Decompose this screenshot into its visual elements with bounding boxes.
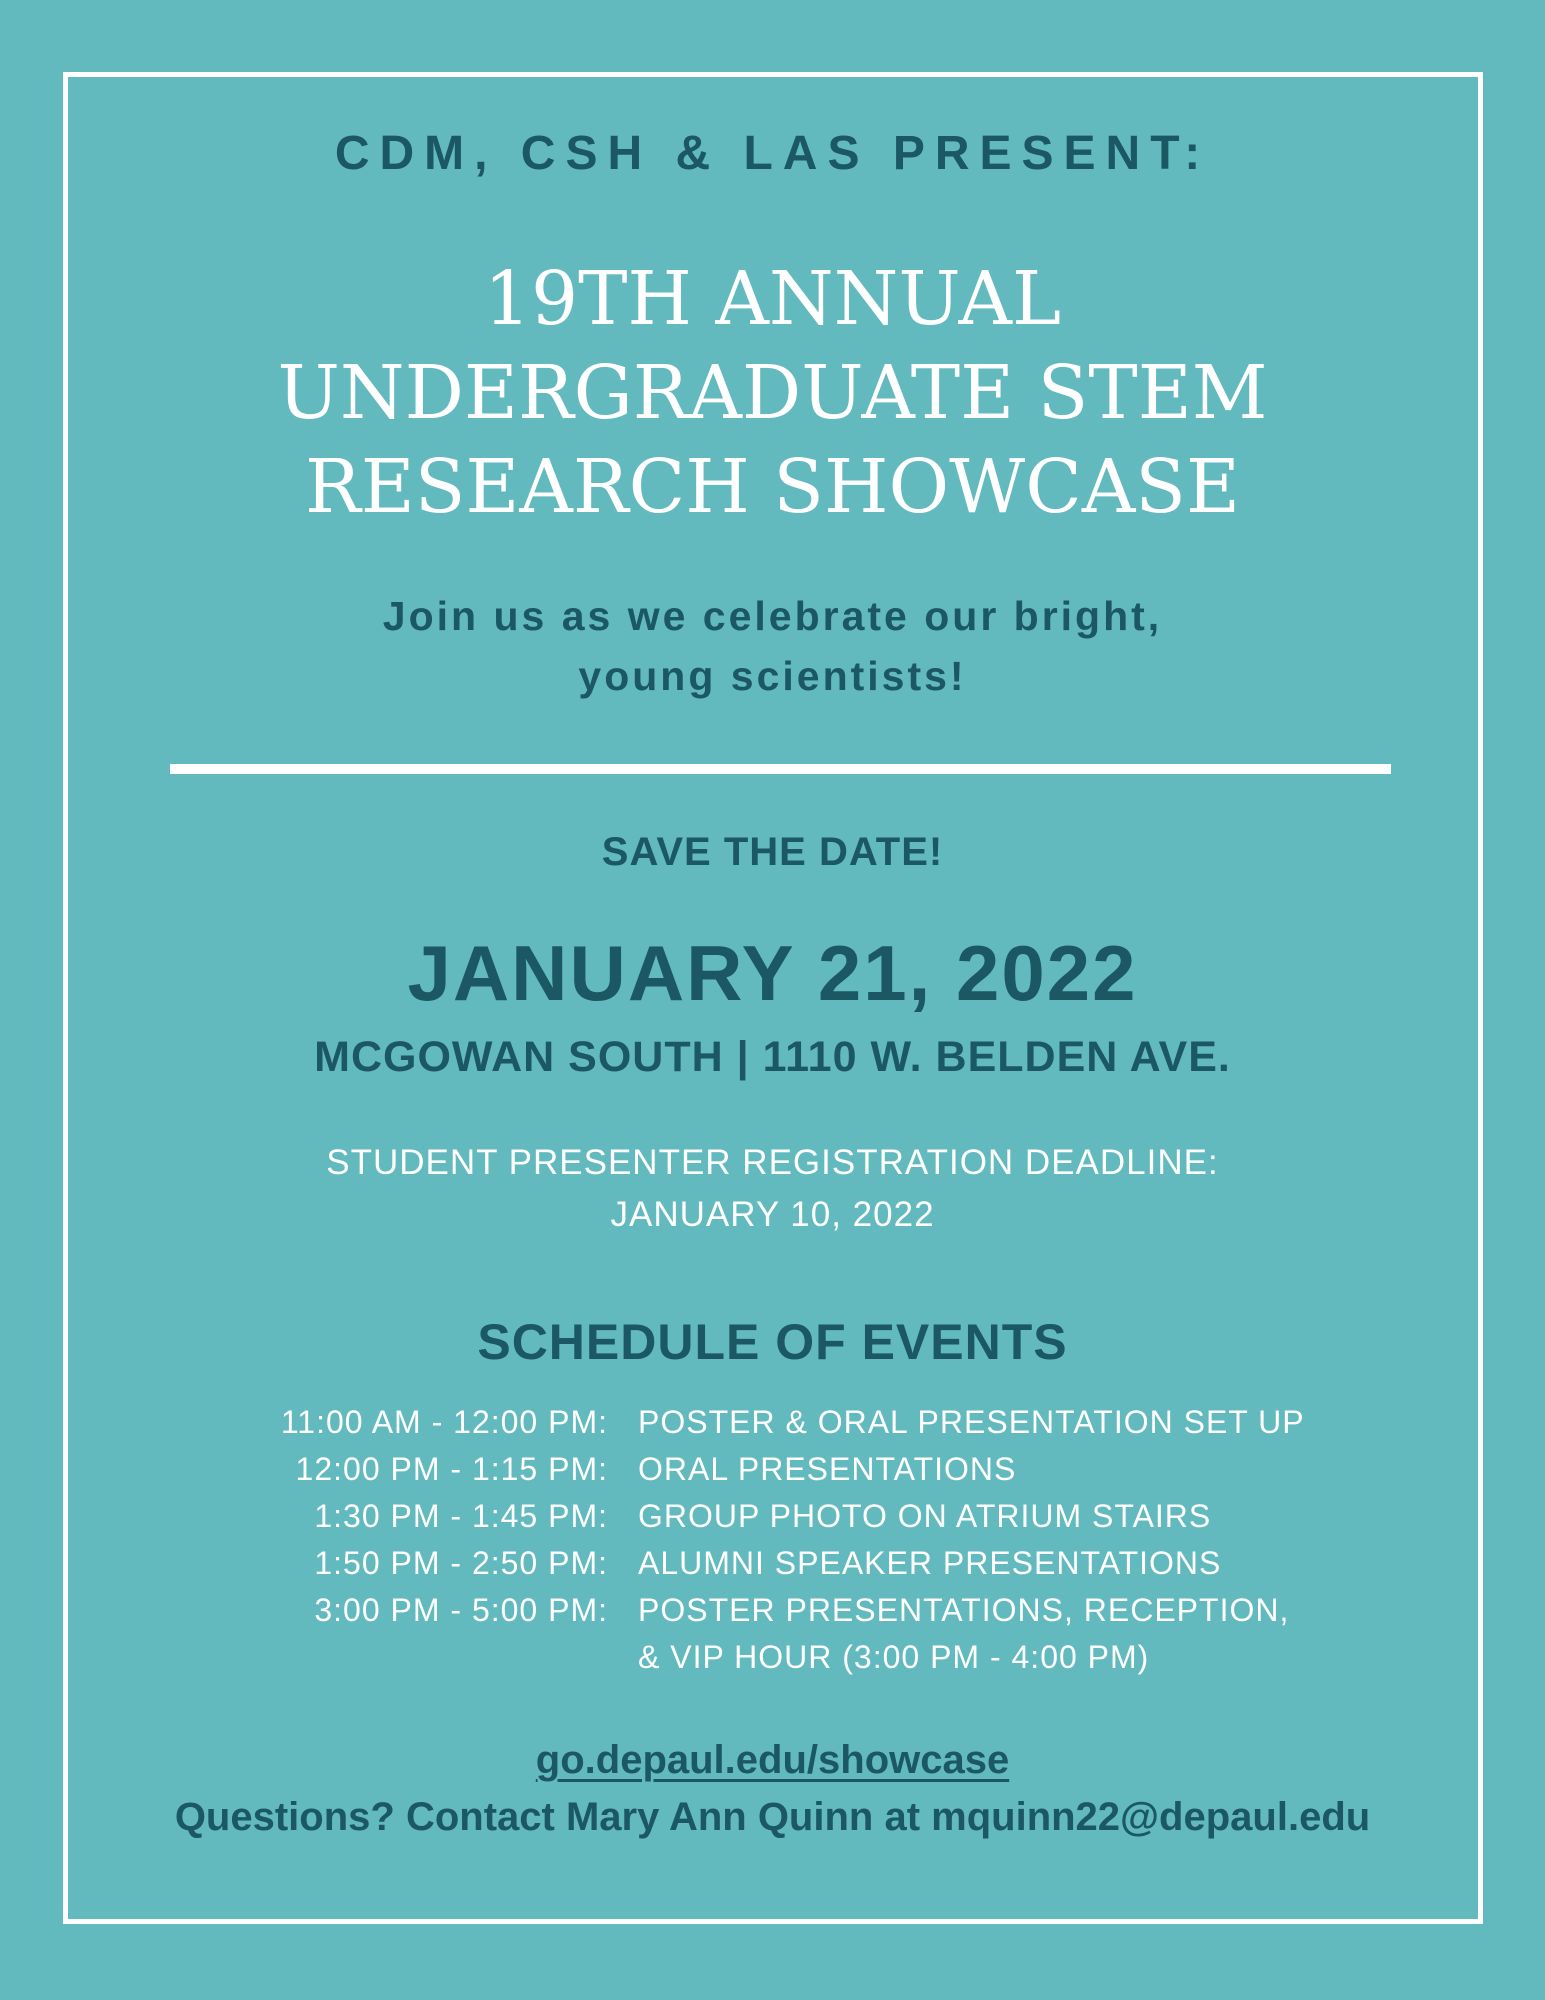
schedule-event: ALUMNI SPEAKER PRESENTATIONS [638, 1545, 1222, 1581]
schedule-event: POSTER PRESENTATIONS, RECEPTION, [638, 1592, 1290, 1628]
title-line-2: UNDERGRADUATE STEM [277, 350, 1268, 436]
title-line-3: RESEARCH SHOWCASE [304, 444, 1240, 530]
schedule-row [0, 1634, 1545, 1681]
event-date: JANUARY 21, 2022 [407, 929, 1138, 1017]
title-line-1: 19TH ANNUAL [483, 256, 1062, 342]
deadline-label: STUDENT PRESENTER REGISTRATION DEADLINE: [326, 1143, 1219, 1182]
event-title [0, 252, 1545, 534]
save-the-date: SAVE THE DATE! [601, 830, 944, 874]
schedule-time: 12:00 PM - 1:15 PM: [295, 1451, 608, 1487]
schedule-event: ORAL PRESENTATIONS [638, 1451, 1017, 1487]
deadline-date: JANUARY 10, 2022 [610, 1195, 935, 1234]
schedule-time: 1:50 PM - 2:50 PM: [314, 1545, 608, 1581]
schedule-row [0, 1399, 1545, 1446]
contact-line: Questions? Contact Mary Ann Quinn at mquinn22@depaul.edu [174, 1795, 1371, 1839]
schedule-time: 1:30 PM - 1:45 PM: [314, 1498, 608, 1534]
schedule-time: 11:00 AM - 12:00 PM: [280, 1404, 608, 1440]
schedule-row [0, 1540, 1545, 1587]
event-location: MCGOWAN SOUTH | 1110 W. BELDEN AVE. [314, 1033, 1231, 1081]
tagline-line-2: young scientists! [578, 653, 967, 699]
showcase-link[interactable]: go.depaul.edu/showcase [535, 1738, 1010, 1782]
schedule-time: 3:00 PM - 5:00 PM: [314, 1592, 608, 1628]
schedule-list [0, 1399, 1545, 1681]
presenters-line: CDM, CSH & LAS PRESENT: [334, 127, 1211, 180]
schedule-row [0, 1493, 1545, 1540]
schedule-event: & VIP HOUR (3:00 PM - 4:00 PM) [638, 1639, 1150, 1675]
schedule-event: GROUP PHOTO ON ATRIUM STAIRS [638, 1498, 1212, 1534]
schedule-heading: SCHEDULE OF EVENTS [477, 1314, 1068, 1370]
registration-deadline [0, 1137, 1545, 1241]
divider-line [170, 764, 1391, 774]
schedule-row [0, 1587, 1545, 1634]
tagline-line-1: Join us as we celebrate our bright, [382, 593, 1163, 639]
schedule-event: POSTER & ORAL PRESENTATION SET UP [638, 1404, 1305, 1440]
schedule-row [0, 1446, 1545, 1493]
tagline [0, 586, 1545, 706]
